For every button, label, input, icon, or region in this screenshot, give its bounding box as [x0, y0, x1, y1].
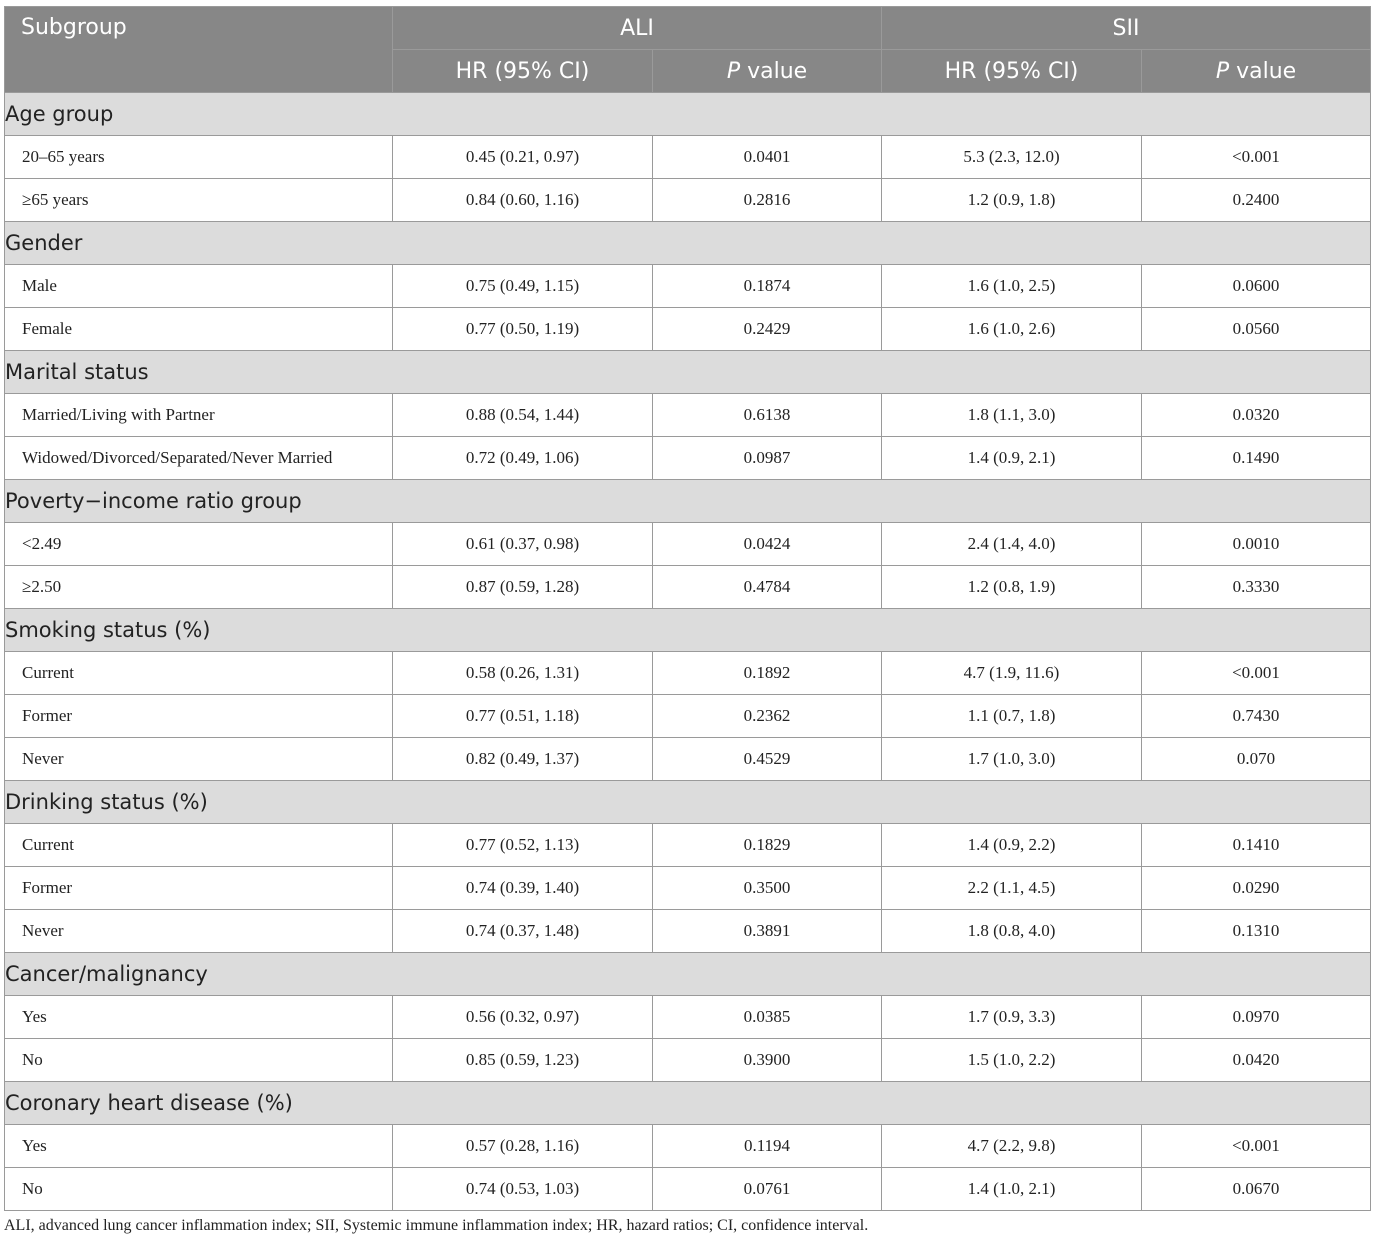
sii-p-cell: 0.0970 — [1142, 996, 1371, 1039]
ali-hr-cell: 0.74 (0.37, 1.48) — [393, 910, 653, 953]
section-title: Poverty−income ratio group — [5, 480, 1371, 523]
table-row — [5, 265, 1371, 308]
row-label: <2.49 — [5, 523, 393, 566]
ali-hr-cell: 0.85 (0.59, 1.23) — [393, 1039, 653, 1082]
row-label: Yes — [5, 996, 393, 1039]
table-row — [5, 867, 1371, 910]
sii-p-cell: <0.001 — [1142, 1125, 1371, 1168]
sii-hr-cell: 2.2 (1.1, 4.5) — [882, 867, 1142, 910]
table-row — [5, 738, 1371, 781]
sii-hr-cell: 1.2 (0.8, 1.9) — [882, 566, 1142, 609]
sii-p-cell: <0.001 — [1142, 652, 1371, 695]
sii-hr-cell: 1.5 (1.0, 2.2) — [882, 1039, 1142, 1082]
ali-p-cell: 0.6138 — [653, 394, 882, 437]
sii-p-cell: 0.7430 — [1142, 695, 1371, 738]
sii-hr-cell: 1.8 (0.8, 4.0) — [882, 910, 1142, 953]
ali-hr-cell: 0.77 (0.52, 1.13) — [393, 824, 653, 867]
ali-hr-cell: 0.57 (0.28, 1.16) — [393, 1125, 653, 1168]
ali-p-cell: 0.4529 — [653, 738, 882, 781]
sii-p-cell: 0.2400 — [1142, 179, 1371, 222]
ali-p-cell: 0.2429 — [653, 308, 882, 351]
sii-hr-cell: 1.4 (0.9, 2.1) — [882, 437, 1142, 480]
section-title: Smoking status (%) — [5, 609, 1371, 652]
sii-hr-cell: 2.4 (1.4, 4.0) — [882, 523, 1142, 566]
ali-hr-cell: 0.74 (0.53, 1.03) — [393, 1168, 653, 1211]
sii-p-cell: 0.0560 — [1142, 308, 1371, 351]
ali-hr-cell: 0.87 (0.59, 1.28) — [393, 566, 653, 609]
table-footnote: ALI, advanced lung cancer inflammation index; SII, Systemic immune inflammation index; HR, hazard ratios; CI, confidence interval. — [4, 1217, 869, 1234]
section-title: Marital status — [5, 351, 1371, 394]
ali-p-header: P value — [653, 50, 882, 93]
ali-hr-cell: 0.88 (0.54, 1.44) — [393, 394, 653, 437]
sii-p-header: P value — [1142, 50, 1371, 93]
ali-hr-cell: 0.72 (0.49, 1.06) — [393, 437, 653, 480]
ali-p-cell: 0.3891 — [653, 910, 882, 953]
table-row — [5, 1125, 1371, 1168]
sii-p-cell: 0.0010 — [1142, 523, 1371, 566]
sii-p-cell: <0.001 — [1142, 136, 1371, 179]
row-label: 20–65 years — [5, 136, 393, 179]
row-label: ≥2.50 — [5, 566, 393, 609]
ali-header: ALI — [393, 7, 882, 50]
sii-hr-cell: 1.2 (0.9, 1.8) — [882, 179, 1142, 222]
sii-p-cell: 0.0320 — [1142, 394, 1371, 437]
section-title: Cancer/malignancy — [5, 953, 1371, 996]
section-title: Coronary heart disease (%) — [5, 1082, 1371, 1125]
ali-hr-cell: 0.77 (0.50, 1.19) — [393, 308, 653, 351]
table-row — [5, 437, 1371, 480]
sii-hr-cell: 1.6 (1.0, 2.6) — [882, 308, 1142, 351]
table-row — [5, 910, 1371, 953]
row-label: Never — [5, 910, 393, 953]
ali-p-cell: 0.0761 — [653, 1168, 882, 1211]
sii-p-cell: 0.0670 — [1142, 1168, 1371, 1211]
ali-p-cell: 0.1829 — [653, 824, 882, 867]
ali-hr-cell: 0.77 (0.51, 1.18) — [393, 695, 653, 738]
row-label: Widowed/Divorced/Separated/Never Married — [5, 437, 393, 480]
ali-p-cell: 0.0424 — [653, 523, 882, 566]
sii-hr-cell: 4.7 (1.9, 11.6) — [882, 652, 1142, 695]
row-label: Current — [5, 652, 393, 695]
section-title: Gender — [5, 222, 1371, 265]
sii-p-cell: 0.3330 — [1142, 566, 1371, 609]
section-row — [5, 93, 1371, 136]
ali-hr-cell: 0.82 (0.49, 1.37) — [393, 738, 653, 781]
ali-p-cell: 0.3900 — [653, 1039, 882, 1082]
sii-hr-cell: 1.8 (1.1, 3.0) — [882, 394, 1142, 437]
sii-hr-cell: 5.3 (2.3, 12.0) — [882, 136, 1142, 179]
table-row — [5, 566, 1371, 609]
sii-hr-cell: 1.4 (0.9, 2.2) — [882, 824, 1142, 867]
ali-hr-cell: 0.84 (0.60, 1.16) — [393, 179, 653, 222]
sii-p-cell: 0.1410 — [1142, 824, 1371, 867]
sii-hr-cell: 1.4 (1.0, 2.1) — [882, 1168, 1142, 1211]
ali-p-cell: 0.4784 — [653, 566, 882, 609]
section-row — [5, 1082, 1371, 1125]
row-label: Former — [5, 695, 393, 738]
sii-hr-cell: 4.7 (2.2, 9.8) — [882, 1125, 1142, 1168]
subgroup-table — [4, 6, 1371, 1211]
section-row — [5, 953, 1371, 996]
table-row — [5, 523, 1371, 566]
ali-hr-cell: 0.56 (0.32, 0.97) — [393, 996, 653, 1039]
section-title: Drinking status (%) — [5, 781, 1371, 824]
section-row — [5, 609, 1371, 652]
ali-p-cell: 0.2816 — [653, 179, 882, 222]
ali-p-cell: 0.3500 — [653, 867, 882, 910]
ali-p-cell: 0.0385 — [653, 996, 882, 1039]
sii-hr-cell: 1.1 (0.7, 1.8) — [882, 695, 1142, 738]
table-row — [5, 652, 1371, 695]
ali-hr-cell: 0.74 (0.39, 1.40) — [393, 867, 653, 910]
table-row — [5, 394, 1371, 437]
sii-p-cell: 0.0290 — [1142, 867, 1371, 910]
table-row — [5, 308, 1371, 351]
table-row — [5, 996, 1371, 1039]
sii-header: SII — [882, 7, 1371, 50]
table-row — [5, 136, 1371, 179]
ali-p-cell: 0.0987 — [653, 437, 882, 480]
row-label: Married/Living with Partner — [5, 394, 393, 437]
table-body — [5, 93, 1371, 1211]
table-row — [5, 1039, 1371, 1082]
row-label: No — [5, 1039, 393, 1082]
row-label: Male — [5, 265, 393, 308]
sii-p-cell: 0.1310 — [1142, 910, 1371, 953]
ali-hr-cell: 0.58 (0.26, 1.31) — [393, 652, 653, 695]
sii-hr-cell: 1.7 (0.9, 3.3) — [882, 996, 1142, 1039]
ali-hr-cell: 0.45 (0.21, 0.97) — [393, 136, 653, 179]
section-row — [5, 480, 1371, 523]
row-label: Former — [5, 867, 393, 910]
row-label: ≥65 years — [5, 179, 393, 222]
ali-p-cell: 0.1874 — [653, 265, 882, 308]
ali-p-cell: 0.1892 — [653, 652, 882, 695]
ali-hr-cell: 0.75 (0.49, 1.15) — [393, 265, 653, 308]
sii-p-cell: 0.0600 — [1142, 265, 1371, 308]
row-label: Yes — [5, 1125, 393, 1168]
row-label: No — [5, 1168, 393, 1211]
section-row — [5, 351, 1371, 394]
table-row — [5, 824, 1371, 867]
section-title: Age group — [5, 93, 1371, 136]
sii-p-cell: 0.1490 — [1142, 437, 1371, 480]
sii-p-cell: 0.070 — [1142, 738, 1371, 781]
ali-p-cell: 0.2362 — [653, 695, 882, 738]
section-row — [5, 222, 1371, 265]
ali-p-cell: 0.1194 — [653, 1125, 882, 1168]
ali-hr-cell: 0.61 (0.37, 0.98) — [393, 523, 653, 566]
sii-p-cell: 0.0420 — [1142, 1039, 1371, 1082]
table-row — [5, 1168, 1371, 1211]
row-label: Never — [5, 738, 393, 781]
section-row — [5, 781, 1371, 824]
subgroup-header: Subgroup — [5, 7, 393, 93]
row-label: Current — [5, 824, 393, 867]
sii-hr-header: HR (95% CI) — [882, 50, 1142, 93]
table-row — [5, 179, 1371, 222]
row-label: Female — [5, 308, 393, 351]
table-header — [5, 7, 1371, 93]
ali-hr-header: HR (95% CI) — [393, 50, 653, 93]
sii-hr-cell: 1.7 (1.0, 3.0) — [882, 738, 1142, 781]
ali-p-cell: 0.0401 — [653, 136, 882, 179]
table-row — [5, 695, 1371, 738]
sii-hr-cell: 1.6 (1.0, 2.5) — [882, 265, 1142, 308]
